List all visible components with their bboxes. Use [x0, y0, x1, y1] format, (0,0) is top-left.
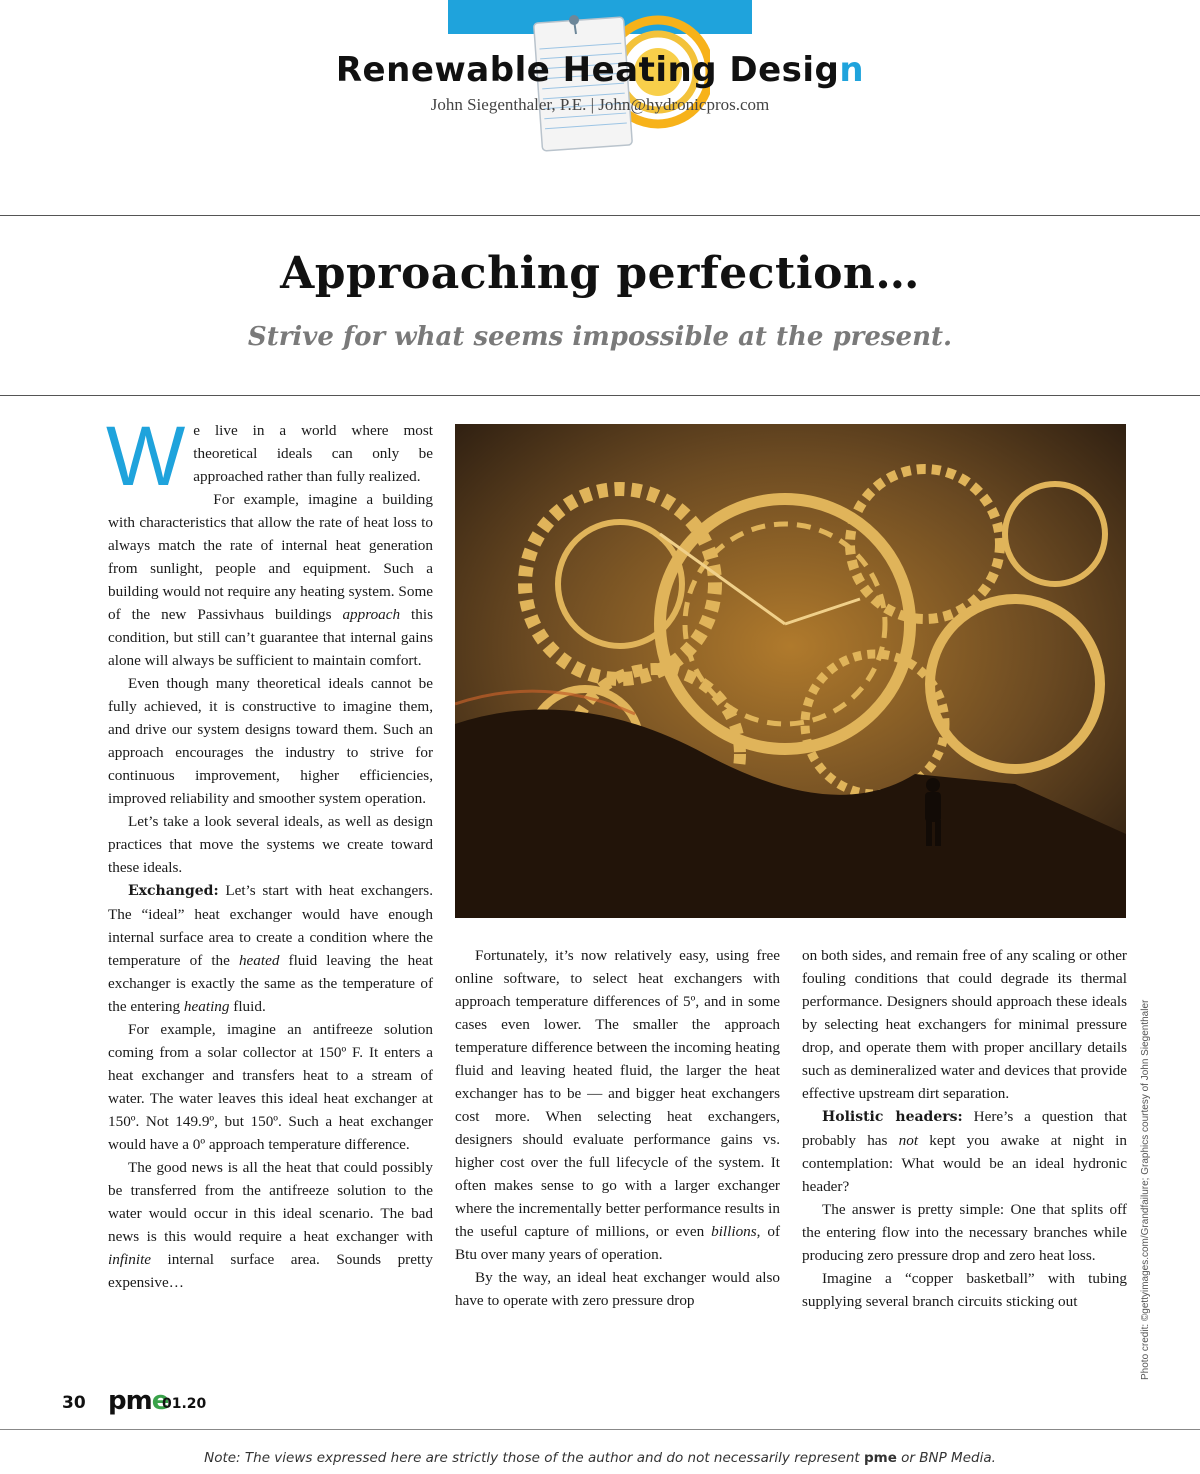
paragraph-text: Fortunately, it’s now relatively easy, using free online software, to select heat exchangers with approach temperature differences of 5º, and in some cases even lower. The smaller the approach temperature difference between the incoming heating fluid and leaving heated fluid, the larger the heat exchanger has to be — and bigger heat exchangers cost more. When selecting heat exchangers, designers should evaluate performance gains vs. higher cost over the full lifecycle of the system. It often makes sense to go with a larger exchanger where the incrementally better performance results in the useful capture of millions, or even: [455, 947, 780, 1240]
paragraph-text: , of Btu over many years of operation.: [455, 1223, 781, 1263]
paragraph: [802, 1105, 1127, 1198]
byline: John Siegenthaler, P.E. | John@hydronicpros.com: [430, 95, 770, 114]
paragraph: Imagine a “copper basketball” with tubing supplying several branch circuits sticking out: [802, 1270, 1127, 1310]
paragraph: on both sides, and remain free of any scaling or other fouling conditions that could degrade its thermal performance. Designers should approach these ideals by selecting heat exchangers for minimal pressure drop, and operate them with proper ancillary details such as demineralized water and devices that provide effective upstream dirt separation.: [802, 947, 1127, 1102]
paragraph-text: Let’s start with heat exchangers. The “ideal” heat exchanger would have enough internal surface area to create a condition where the temperature of the: [108, 882, 433, 969]
article-column-3: [802, 944, 1127, 1313]
run-in-heading: Exchanged:: [128, 883, 219, 899]
logo-accent: e: [151, 1386, 169, 1416]
emphasis: approach: [342, 606, 401, 623]
article-column-1: [106, 409, 433, 1294]
subheadline: Strive for what seems impossible at the present.: [247, 322, 953, 352]
emphasis: infinite: [108, 1251, 152, 1268]
pme-logo: [108, 1386, 168, 1416]
column-name-accent: n: [839, 50, 865, 90]
top-divider: [0, 215, 1200, 216]
paragraph: [108, 879, 433, 1018]
emphasis: heated: [238, 952, 280, 969]
emphasis: not: [898, 1132, 919, 1149]
column-name-main: Renewable Heating Desig: [335, 50, 840, 90]
paragraph-text: e live in a world where most theoretical ideals can only be approached rather than fully realized.: [193, 422, 433, 485]
photo-credit: Photo credit: ©gettyimages.com/Grandfailure; Graphics courtesy of John Siegenthaler: [1140, 999, 1151, 1380]
clockwork-gears-illustration: [455, 424, 1126, 918]
run-in-heading: Holistic headers:: [822, 1109, 963, 1125]
paragraph: [455, 944, 780, 1266]
issue-date: 01.20: [162, 1396, 207, 1412]
footer-divider: [0, 1429, 1200, 1430]
paragraph-text: kept you awake at night in contemplation: What would be an ideal hydronic header?: [802, 1132, 1127, 1195]
paragraph-text: fluid.: [229, 998, 266, 1015]
disclaimer-text: Note: The views expressed here are strictly those of the author and do not necessarily represent: [204, 1450, 864, 1466]
paragraph: Even though many theoretical ideals cannot be fully achieved, it is constructive to imagine them, and drive our system designs toward them. Such an approach encourages the industry to strive for continuous improvement, higher efficiencies, improved reliability and smoother system operation.: [108, 675, 433, 807]
paragraph-text: this condition, but still can’t guarantee that internal gains alone will always be sufficient to maintain comfort.: [108, 606, 433, 669]
paragraph-text: The good news is all the heat that could possibly be transferred from the antifreeze solution to the water would occur in this ideal scenario. The bad news is this would require a heat exchanger with: [108, 1159, 433, 1245]
page-number: 30: [62, 1393, 86, 1413]
article-column-2: [455, 944, 780, 1312]
paragraph: The answer is pretty simple: One that splits off the entering flow into the necessary branches while producing zero pressure drop and zero heat loss.: [802, 1201, 1127, 1264]
disclaimer-text: or BNP Media.: [896, 1450, 996, 1466]
dropcap: W: [106, 409, 186, 503]
paragraph-text: Here’s a question that probably has: [802, 1108, 1128, 1149]
paragraph-text: For example, imagine a building with characteristics that allow the rate of heat loss to always match the rate of internal heat generation from sunlight, people and equipment. Such a building would not require any heating system. Some of the new Passivhaus buildings: [108, 491, 433, 623]
logo-text: pm: [108, 1386, 152, 1416]
paragraph: For example, imagine an antifreeze solution coming from a solar collector at 150º F. It enters a heat exchanger and transfers heat to a stream of water. The water leaves this ideal heat exchanger at 150º. Not 149.9º, but 150º. Such a heat exchanger would have a 0º approach temperature difference.: [108, 1021, 433, 1153]
paragraph: By the way, an ideal heat exchanger would also have to operate with zero pressure drop: [455, 1269, 780, 1309]
paragraph: Let’s take a look several ideals, as well as design practices that move the systems we create toward these ideals.: [108, 813, 433, 876]
paragraph: [108, 488, 433, 672]
paragraph-text: fluid leaving the heat exchanger is exactly the same as the temperature of the entering: [108, 952, 433, 1015]
column-name: [0, 50, 1200, 90]
disclaimer: [0, 1450, 1200, 1466]
paragraph-text: internal surface area. Sounds pretty expensive…: [108, 1251, 433, 1291]
headline: Approaching perfection…: [280, 248, 920, 299]
emphasis: heating: [183, 998, 230, 1015]
disclaimer-brand: pme: [863, 1450, 897, 1466]
paragraph: [108, 1156, 433, 1294]
headline-divider: [0, 395, 1200, 396]
emphasis: billions: [711, 1223, 757, 1240]
